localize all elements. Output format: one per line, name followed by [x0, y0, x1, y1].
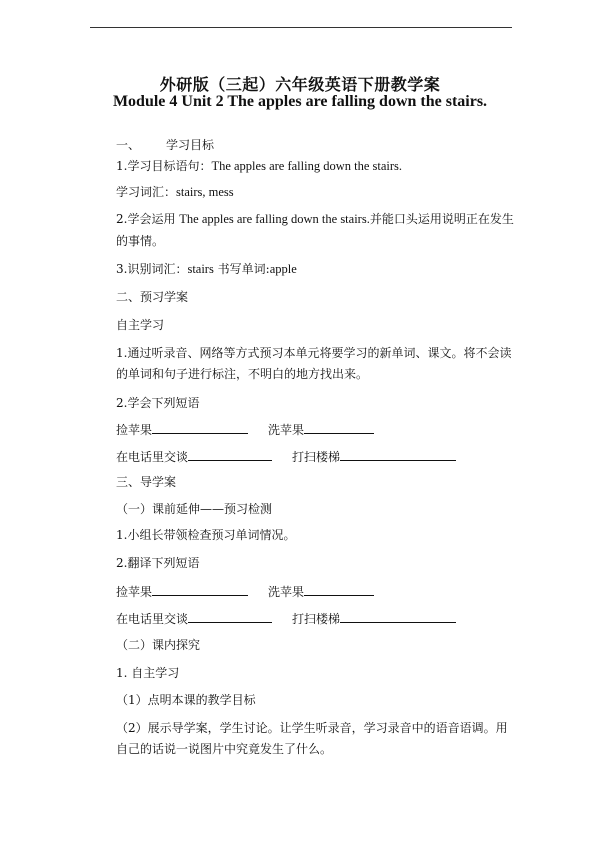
item3-mid: 书写单词:: [213, 262, 270, 276]
item2-sentence: The apples are falling down the stairs.: [179, 212, 370, 226]
section1-item2-cont: 的事情。: [116, 234, 165, 248]
section3-sub2: （二）课内探究: [116, 638, 201, 652]
section3-phrase-row1: [116, 583, 374, 600]
section2-heading: 二、预习学案: [116, 290, 189, 304]
item3-word: stairs: [187, 262, 214, 276]
section3-item2: 2.翻译下列短语: [116, 556, 200, 570]
item1-prefix: 1.学习目标语句：: [116, 159, 212, 173]
section3-item4: （1）点明本课的教学目标: [116, 693, 256, 707]
section1-item2: [116, 211, 514, 227]
item3-word2: apple: [269, 262, 297, 276]
item2-suffix: 并能口头运用说明正在发生: [369, 212, 514, 226]
item1-sentence: The apples are falling down the stairs.: [211, 159, 403, 173]
fill-blank[interactable]: [188, 448, 272, 461]
fill-blank[interactable]: [304, 583, 374, 596]
phrase-clean-stairs: 打扫楼梯: [292, 612, 341, 626]
section2-p2: 2.学会下列短语: [116, 396, 200, 410]
section2-phrase-row2: [116, 448, 456, 465]
document-title-cn: 外研版（三起）六年级英语下册教学案: [159, 75, 441, 94]
section1-vocab: [116, 184, 234, 200]
item3-prefix: 3.识别词汇：: [116, 262, 188, 276]
vocab-words: stairs, mess: [176, 185, 234, 199]
fill-blank[interactable]: [152, 583, 248, 596]
section1-heading: [116, 137, 214, 153]
section3-heading: 三、导学案: [116, 475, 177, 489]
section2-phrase-row1: [116, 421, 374, 438]
section1-number: 一、: [116, 138, 141, 152]
fill-blank[interactable]: [152, 421, 248, 434]
vocab-prefix: 学习词汇：: [116, 185, 177, 199]
section3-phrase-row2: [116, 610, 456, 627]
item2-prefix: 2.学会运用: [116, 212, 180, 226]
phrase-pick-apples: 捡苹果: [116, 585, 153, 599]
phrase-talk-on-phone: 在电话里交谈: [116, 612, 189, 626]
fill-blank[interactable]: [188, 610, 272, 623]
section1-title: 学习目标: [166, 138, 215, 152]
fill-blank[interactable]: [340, 448, 456, 461]
section1-item3: [116, 261, 297, 277]
section2-sub: 自主学习: [116, 318, 165, 332]
section2-p1-line2: 的单词和句子进行标注，不明白的地方找出来。: [116, 367, 369, 381]
fill-blank[interactable]: [304, 421, 374, 434]
section3-item1: 1.小组长带领检查预习单词情况。: [116, 528, 296, 542]
section3-sub1: （一）课前延伸——预习检测: [116, 502, 273, 516]
section2-p1-line1: 1.通过听录音、网络等方式预习本单元将要学习的新单词、课文。将不会读: [116, 346, 512, 360]
phrase-wash-apples: 洗苹果: [268, 585, 305, 599]
section3-item5-line1: （2）展示导学案，学生讨论。让学生听录音，学习录音中的语音语调。用: [116, 721, 508, 735]
header-rule: [90, 27, 512, 28]
document-title-en: Module 4 Unit 2 The apples are falling down the stairs.: [112, 93, 488, 110]
phrase-talk-on-phone: 在电话里交谈: [116, 450, 189, 464]
phrase-clean-stairs: 打扫楼梯: [292, 450, 341, 464]
section3-item3: 1. 自主学习: [116, 666, 180, 680]
section3-item5-line2: 自己的话说一说图片中究竟发生了什么。: [116, 742, 333, 756]
phrase-wash-apples: 洗苹果: [268, 423, 305, 437]
section1-item1: [116, 158, 402, 174]
fill-blank[interactable]: [340, 610, 456, 623]
phrase-pick-apples: 捡苹果: [116, 423, 153, 437]
